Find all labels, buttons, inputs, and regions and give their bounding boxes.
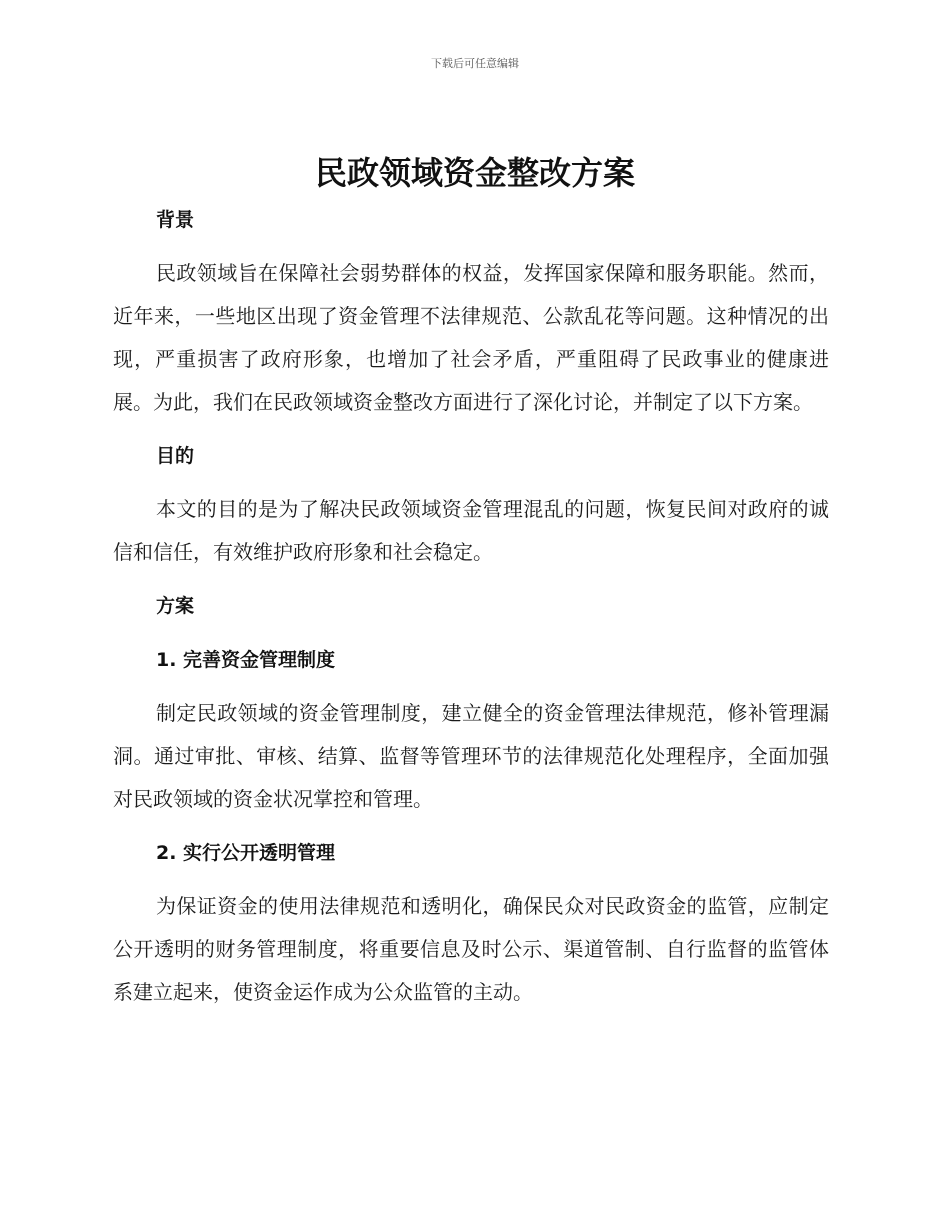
plan-item-title-2: 2. 实行公开透明管理 [156,842,336,864]
plan-item-text-2: 为保证资金的使用法律规范和透明化，确保民众对民政资金的监管，应制定公开透明的财务管理制度，将重要信息及时公示、渠道管制、自行监督的监管体系建立起来，使资金运作成为公众监管的主动。 [113,894,829,1004]
section-heading-background: 背景 [156,209,195,231]
plan-item-text-1: 制定民政领域的资金管理制度，建立健全的资金管理法律规范，修补管理漏洞。通过审批、审核、结算、监督等管理环节的法律规范化处理程序，全面加强对民政领域的资金状况掌控和管理。 [113,701,829,811]
section-heading-purpose: 目的 [156,445,195,467]
paragraph-background: 民政领域旨在保障社会弱势群体的权益，发挥国家保障和服务职能。然而，近年来，一些地区出现了资金管理不法律规范、公款乱花等问题。这种情况的出现，严重损害了政府形象，也增加了社会矛盾，严重阻碍了民政事业的健康进展。为此，我们在民政领域资金整改方面进行了深化讨论，并制定了以下方案。 [113,261,829,414]
plan-item-title-1: 1. 完善资金管理制度 [156,649,336,671]
paragraph-purpose: 本文的目的是为了解决民政领域资金管理混乱的问题，恢复民间对政府的诚信和信任，有效维护政府形象和社会稳定。 [113,497,829,564]
section-heading-plan: 方案 [156,595,195,617]
document-body [113,198,829,1014]
document-title: 民政领域资金整改方案 [314,154,635,192]
header-note: 下载后可任意编辑 [431,57,519,70]
